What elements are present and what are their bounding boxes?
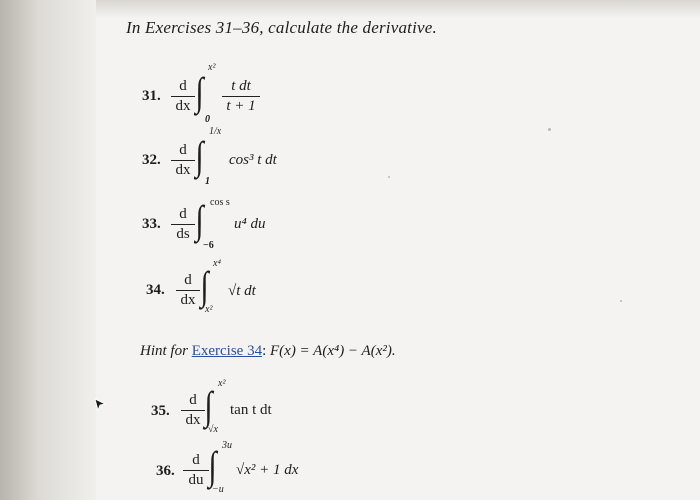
fraction-bar [181,410,205,411]
upper-limit: cos s [210,197,230,208]
fraction-bar [171,160,195,161]
page-speck [548,128,551,131]
upper-limit: 3u [222,440,232,451]
lower-limit: −6 [203,240,214,251]
integral-sign: ∫ [200,263,209,308]
integrand: tan t dt [230,402,272,418]
operator-denominator: dx [175,162,191,178]
operator-denominator: dx [180,292,196,308]
operator-numerator: d [189,392,197,408]
derivative-operator [171,78,195,115]
page-shadow-edge [0,0,96,500]
mouse-pointer-icon [94,398,106,412]
operator-numerator: d [184,272,192,288]
exercise-number: 32. [142,152,161,168]
lower-limit: x² [205,304,213,315]
integrand-denominator: t + 1 [226,98,256,114]
upper-limit: x⁴ [213,258,221,269]
derivative-operator [181,392,205,429]
integrand: cos³ t dt [229,152,277,168]
page-heading: In Exercises 31–36, calculate the derivative. [126,18,437,37]
exercise-number: 36. [156,463,175,479]
hint-line [140,343,396,360]
lower-limit: √x [208,424,218,435]
integrand-numerator: t dt [231,78,251,94]
page-speck [620,300,622,302]
operator-numerator: d [179,78,187,94]
page-speck [388,176,390,178]
integrand: u⁴ du [234,216,266,232]
exercise-number: 33. [142,216,161,232]
integral-sign: ∫ [195,197,204,242]
lower-limit: 1 [205,176,210,187]
derivative-operator [171,206,195,243]
integral-sign: ∫ [204,383,213,428]
exercise-number: 34. [146,282,165,298]
upper-limit: x² [218,378,226,389]
fraction-bar [183,470,209,471]
exercise-34-link[interactable]: Exercise 34 [191,343,263,359]
operator-denominator: dx [175,98,191,114]
operator-denominator: dx [185,412,201,428]
integrand: √t dt [228,283,256,299]
hint-label: Hint for [140,343,188,359]
operator-denominator: du [188,472,204,488]
lower-limit: 0 [205,114,210,125]
operator-numerator: d [179,142,187,158]
derivative-operator [183,452,209,489]
fraction-bar [222,96,260,97]
operator-denominator: ds [176,226,190,242]
fraction-bar [176,290,200,291]
integrand: √x² + 1 dx [236,462,299,478]
exercise-number: 35. [151,403,170,419]
exercise-number: 31. [142,88,161,104]
derivative-operator [176,272,200,309]
fraction-bar [171,224,195,225]
page-shadow-top [96,0,700,18]
lower-limit: −u [212,484,224,495]
upper-limit: 1/x [209,126,222,137]
integral-sign: ∫ [195,133,204,178]
derivative-operator [171,142,195,179]
integral-sign: ∫ [208,443,217,488]
upper-limit: x² [208,62,216,73]
integrand-fraction [222,78,260,115]
integral-sign: ∫ [195,69,204,114]
operator-numerator: d [179,206,187,222]
operator-numerator: d [192,452,200,468]
fraction-bar [171,96,195,97]
hint-formula: F(x) = A(x⁴) − A(x²). [270,343,396,359]
hint-colon: : [262,343,267,359]
